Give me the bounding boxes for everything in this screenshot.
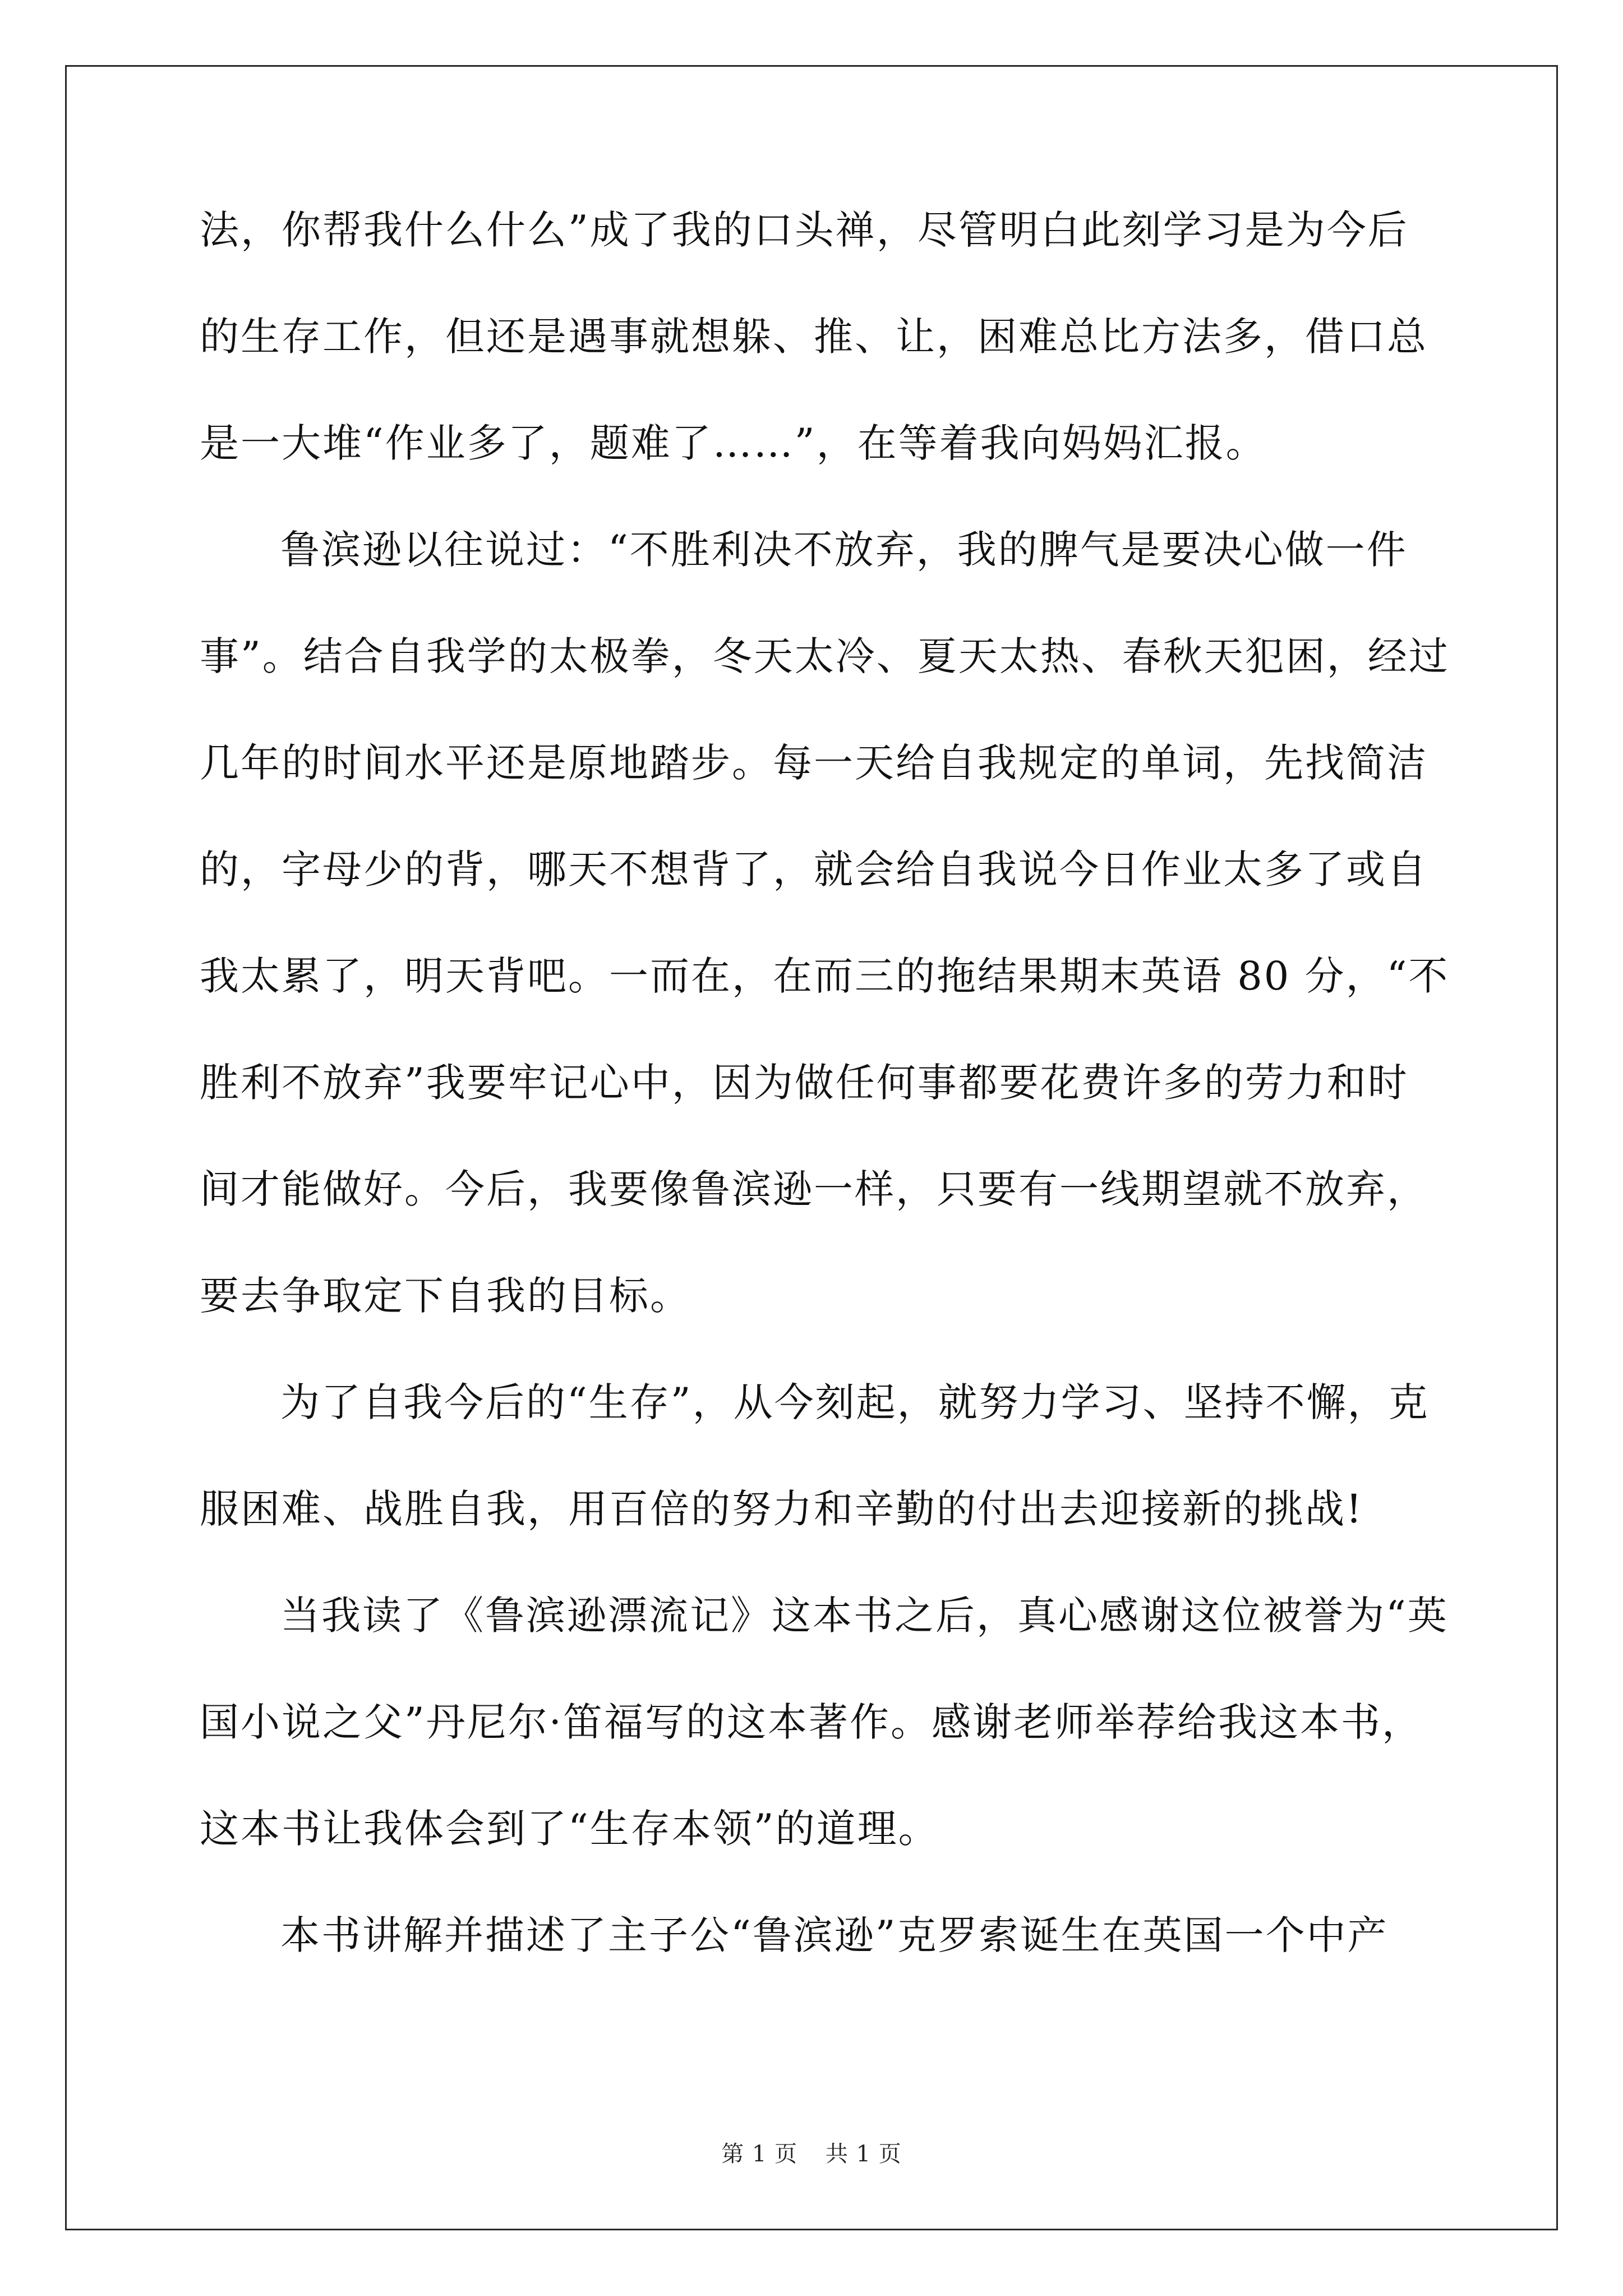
text-line: 我太累了，明天背吧。一而在，在而三的拖结果期末英语 80 分，“不 (200, 953, 1450, 999)
paragraph-start-line: 当我读了《鲁滨逊漂流记》这本书之后，真心感谢这位被誉为“英 (280, 1593, 1449, 1639)
text-line: 间才能做好。今后，我要像鲁滨逊一样，只要有一线期望就不放弃， (200, 1166, 1428, 1212)
text-line: 法，你帮我什么什么”成了我的口头禅，尽管明白此刻学习是为今后 (200, 207, 1409, 253)
page-total: 共 1 页 (825, 2141, 902, 2167)
text-line: 是一大堆“作业多了，题难了……”，在等着我向妈妈汇报。 (200, 420, 1267, 466)
text-line: 这本书让我体会到了“生存本领”的道理。 (200, 1806, 939, 1852)
paragraph-start-line: 本书讲解并描述了主子公“鲁滨逊”克罗索诞生在英国一个中产 (280, 1912, 1389, 1958)
text-line: 事”。结合自我学的太极拳，冬天太冷、夏天太热、春秋天犯困，经过 (200, 633, 1450, 679)
page-number: 第 1 页 (721, 2141, 798, 2167)
text-line: 国小说之父”丹尼尔·笛福写的这本著作。感谢老师举荐给我这本书， (200, 1699, 1423, 1745)
text-line: 几年的时间水平还是原地踏步。每一天给自我规定的单词，先找简洁 (200, 740, 1428, 786)
paragraph-start-line: 鲁滨逊以往说过：“不胜利决不放弃，我的脾气是要决心做一件 (280, 527, 1408, 573)
page-border (65, 65, 1558, 2230)
text-line: 的生存工作，但还是遇事就想躲、推、让，困难总比方法多，借口总 (200, 314, 1428, 360)
text-line: 胜利不放弃”我要牢记心中，因为做任何事都要花费许多的劳力和时 (200, 1060, 1409, 1106)
paragraph-start-line: 为了自我今后的“生存”，从今刻起，就努力学习、坚持不懈，克 (280, 1379, 1430, 1425)
text-line: 服困难、战胜自我，用百倍的努力和辛勤的付出去迎接新的挑战! (200, 1486, 1364, 1532)
text-line: 的，字母少的背，哪天不想背了，就会给自我说今日作业太多了或自 (200, 846, 1428, 892)
text-line: 要去争取定下自我的目标。 (200, 1273, 691, 1319)
page-footer (0, 2137, 1623, 2171)
